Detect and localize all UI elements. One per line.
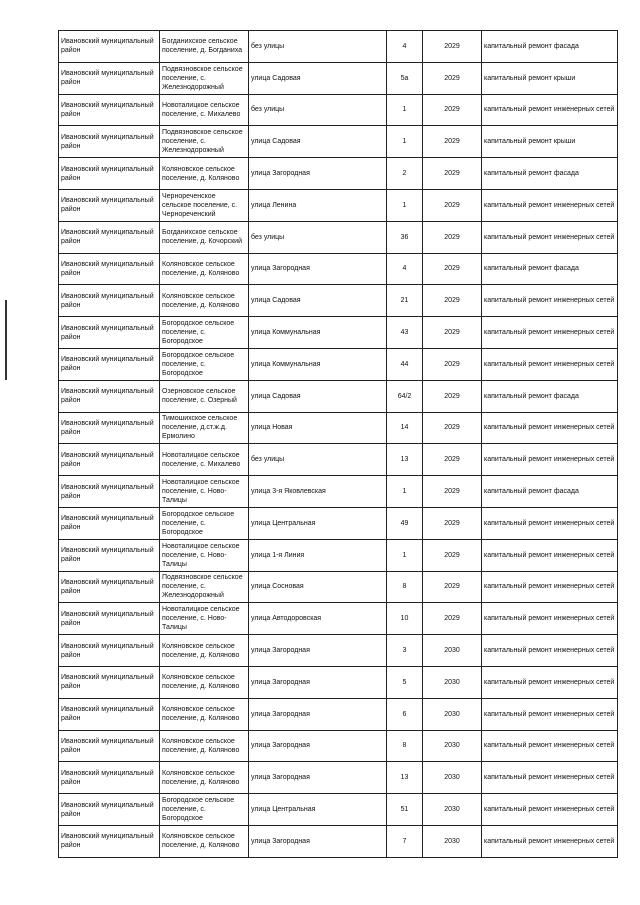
street-cell: улица Загородная	[249, 825, 387, 857]
table-row	[59, 412, 618, 444]
work-type-cell: капитальный ремонт крыши	[482, 126, 618, 158]
year-cell: 2029	[423, 412, 482, 444]
house-number-cell: 1	[387, 476, 423, 508]
house-number-cell: 8	[387, 571, 423, 603]
house-number-cell: 64/2	[387, 380, 423, 412]
district-cell: Ивановский муниципальный район	[59, 31, 160, 63]
district-cell: Ивановский муниципальный район	[59, 317, 160, 349]
district-cell: Ивановский муниципальный район	[59, 62, 160, 94]
work-type-cell: капитальный ремонт инженерных сетей	[482, 507, 618, 539]
settlement-cell: Коляновское сельское поселение, д. Коляново	[160, 253, 249, 285]
district-cell: Ивановский муниципальный район	[59, 794, 160, 826]
district-cell: Ивановский муниципальный район	[59, 444, 160, 476]
district-cell: Ивановский муниципальный район	[59, 762, 160, 794]
table-row	[59, 348, 618, 380]
table-row	[59, 825, 618, 857]
year-cell: 2029	[423, 539, 482, 571]
year-cell: 2030	[423, 635, 482, 667]
year-cell: 2029	[423, 158, 482, 190]
house-number-cell: 2	[387, 158, 423, 190]
street-cell: улица Ленина	[249, 189, 387, 221]
house-number-cell: 5	[387, 666, 423, 698]
settlement-cell: Коляновское сельское поселение, д. Коляново	[160, 825, 249, 857]
work-type-cell: капитальный ремонт инженерных сетей	[482, 603, 618, 635]
district-cell: Ивановский муниципальный район	[59, 189, 160, 221]
settlement-cell: Чернореченское сельское поселение, с. Чернореченский	[160, 189, 249, 221]
house-number-cell: 44	[387, 348, 423, 380]
settlement-cell: Подвязновское сельское поселение, с. Железнодорожный	[160, 126, 249, 158]
house-number-cell: 1	[387, 189, 423, 221]
year-cell: 2029	[423, 31, 482, 63]
street-cell: улица Сосновая	[249, 571, 387, 603]
district-cell: Ивановский муниципальный район	[59, 698, 160, 730]
house-number-cell: 51	[387, 794, 423, 826]
district-cell: Ивановский муниципальный район	[59, 412, 160, 444]
year-cell: 2029	[423, 189, 482, 221]
street-cell: улица 1-я Линия	[249, 539, 387, 571]
district-cell: Ивановский муниципальный район	[59, 158, 160, 190]
house-number-cell: 36	[387, 221, 423, 253]
settlement-cell: Коляновское сельское поселение, д. Коляново	[160, 285, 249, 317]
house-number-cell: 43	[387, 317, 423, 349]
settlement-cell: Коляновское сельское поселение, д. Коляново	[160, 635, 249, 667]
work-type-cell: капитальный ремонт фасада	[482, 158, 618, 190]
work-type-cell: капитальный ремонт инженерных сетей	[482, 666, 618, 698]
street-cell: улица Загородная	[249, 730, 387, 762]
settlement-cell: Богородское сельское поселение, с. Богородское	[160, 507, 249, 539]
street-cell: улица Садовая	[249, 126, 387, 158]
table-row	[59, 317, 618, 349]
settlement-cell: Богородское сельское поселение, с. Богородское	[160, 317, 249, 349]
year-cell: 2030	[423, 825, 482, 857]
year-cell: 2029	[423, 571, 482, 603]
street-cell: улица Новая	[249, 412, 387, 444]
street-cell: улица Центральная	[249, 507, 387, 539]
settlement-cell: Подвязновское сельское поселение, с. Железнодорожный	[160, 62, 249, 94]
year-cell: 2030	[423, 698, 482, 730]
work-type-cell: капитальный ремонт инженерных сетей	[482, 444, 618, 476]
work-type-cell: капитальный ремонт инженерных сетей	[482, 571, 618, 603]
table-row	[59, 253, 618, 285]
table-row	[59, 189, 618, 221]
settlement-cell: Подвязновское сельское поселение, с. Железнодорожный	[160, 571, 249, 603]
district-cell: Ивановский муниципальный район	[59, 126, 160, 158]
table-row	[59, 158, 618, 190]
house-number-cell: 3	[387, 635, 423, 667]
table-row	[59, 603, 618, 635]
house-number-cell: 4	[387, 253, 423, 285]
house-number-cell: 21	[387, 285, 423, 317]
work-type-cell: капитальный ремонт инженерных сетей	[482, 412, 618, 444]
table-row	[59, 444, 618, 476]
table-row	[59, 380, 618, 412]
settlement-cell: Коляновское сельское поселение, д. Коляново	[160, 158, 249, 190]
house-number-cell: 13	[387, 444, 423, 476]
work-type-cell: капитальный ремонт фасада	[482, 253, 618, 285]
street-cell: улица Коммунальная	[249, 348, 387, 380]
work-type-cell: капитальный ремонт фасада	[482, 380, 618, 412]
district-cell: Ивановский муниципальный район	[59, 380, 160, 412]
year-cell: 2029	[423, 444, 482, 476]
house-number-cell: 1	[387, 94, 423, 126]
binding-mark	[5, 300, 7, 380]
table-body	[59, 31, 618, 858]
year-cell: 2029	[423, 317, 482, 349]
house-number-cell: 10	[387, 603, 423, 635]
table-row	[59, 126, 618, 158]
district-cell: Ивановский муниципальный район	[59, 285, 160, 317]
settlement-cell: Коляновское сельское поселение, д. Коляново	[160, 666, 249, 698]
year-cell: 2029	[423, 476, 482, 508]
table-row	[59, 507, 618, 539]
district-cell: Ивановский муниципальный район	[59, 348, 160, 380]
table-row	[59, 285, 618, 317]
street-cell: без улицы	[249, 221, 387, 253]
settlement-cell: Коляновское сельское поселение, д. Коляново	[160, 762, 249, 794]
district-cell: Ивановский муниципальный район	[59, 507, 160, 539]
street-cell: улица Автодоровская	[249, 603, 387, 635]
street-cell: без улицы	[249, 444, 387, 476]
work-type-cell: капитальный ремонт фасада	[482, 31, 618, 63]
street-cell: без улицы	[249, 94, 387, 126]
house-number-cell: 5а	[387, 62, 423, 94]
house-number-cell: 7	[387, 825, 423, 857]
street-cell: улица Садовая	[249, 62, 387, 94]
year-cell: 2029	[423, 221, 482, 253]
year-cell: 2029	[423, 285, 482, 317]
street-cell: улица Центральная	[249, 794, 387, 826]
year-cell: 2029	[423, 348, 482, 380]
street-cell: улица Коммунальная	[249, 317, 387, 349]
table-row	[59, 698, 618, 730]
street-cell: улица Загородная	[249, 698, 387, 730]
settlement-cell: Озерновское сельское поселение, с. Озерный	[160, 380, 249, 412]
work-type-cell: капитальный ремонт инженерных сетей	[482, 348, 618, 380]
street-cell: улица Загородная	[249, 635, 387, 667]
work-type-cell: капитальный ремонт инженерных сетей	[482, 698, 618, 730]
settlement-cell: Коляновское сельское поселение, д. Коляново	[160, 730, 249, 762]
table-row	[59, 635, 618, 667]
year-cell: 2030	[423, 666, 482, 698]
work-type-cell: капитальный ремонт инженерных сетей	[482, 794, 618, 826]
year-cell: 2029	[423, 126, 482, 158]
settlement-cell: Богданихское сельское поселение, д. Богданиха	[160, 31, 249, 63]
work-type-cell: капитальный ремонт инженерных сетей	[482, 730, 618, 762]
year-cell: 2030	[423, 794, 482, 826]
year-cell: 2029	[423, 603, 482, 635]
house-number-cell: 1	[387, 539, 423, 571]
street-cell: улица Садовая	[249, 380, 387, 412]
settlement-cell: Коляновское сельское поселение, д. Коляново	[160, 698, 249, 730]
district-cell: Ивановский муниципальный район	[59, 571, 160, 603]
district-cell: Ивановский муниципальный район	[59, 666, 160, 698]
table-row	[59, 31, 618, 63]
year-cell: 2029	[423, 62, 482, 94]
settlement-cell: Новоталицкое сельское поселение, с. Ново-Талицы	[160, 603, 249, 635]
table-row	[59, 571, 618, 603]
house-number-cell: 14	[387, 412, 423, 444]
year-cell: 2029	[423, 94, 482, 126]
district-cell: Ивановский муниципальный район	[59, 253, 160, 285]
work-type-cell: капитальный ремонт инженерных сетей	[482, 825, 618, 857]
street-cell: улица Загородная	[249, 158, 387, 190]
table-row	[59, 794, 618, 826]
table-row	[59, 762, 618, 794]
district-cell: Ивановский муниципальный район	[59, 94, 160, 126]
house-number-cell: 8	[387, 730, 423, 762]
table-row	[59, 221, 618, 253]
table-row	[59, 62, 618, 94]
settlement-cell: Богданихское сельское поселение, д. Кочорский	[160, 221, 249, 253]
district-cell: Ивановский муниципальный район	[59, 730, 160, 762]
house-number-cell: 4	[387, 31, 423, 63]
settlement-cell: Новоталицкое сельское поселение, с. Ново-Талицы	[160, 476, 249, 508]
year-cell: 2030	[423, 730, 482, 762]
district-cell: Ивановский муниципальный район	[59, 825, 160, 857]
work-type-cell: капитальный ремонт инженерных сетей	[482, 762, 618, 794]
work-type-cell: капитальный ремонт инженерных сетей	[482, 189, 618, 221]
work-type-cell: капитальный ремонт инженерных сетей	[482, 317, 618, 349]
house-number-cell: 1	[387, 126, 423, 158]
year-cell: 2029	[423, 253, 482, 285]
house-number-cell: 49	[387, 507, 423, 539]
street-cell: улица Садовая	[249, 285, 387, 317]
year-cell: 2029	[423, 380, 482, 412]
district-cell: Ивановский муниципальный район	[59, 603, 160, 635]
work-type-cell: капитальный ремонт инженерных сетей	[482, 635, 618, 667]
house-number-cell: 13	[387, 762, 423, 794]
table-row	[59, 476, 618, 508]
work-type-cell: капитальный ремонт крыши	[482, 62, 618, 94]
table-row	[59, 666, 618, 698]
street-cell: улица Загородная	[249, 666, 387, 698]
district-cell: Ивановский муниципальный район	[59, 635, 160, 667]
table-row	[59, 94, 618, 126]
settlement-cell: Новоталицкое сельское поселение, с. Ново-Талицы	[160, 539, 249, 571]
street-cell: без улицы	[249, 31, 387, 63]
district-cell: Ивановский муниципальный район	[59, 539, 160, 571]
settlement-cell: Богородское сельское поселение, с. Богородское	[160, 348, 249, 380]
settlement-cell: Тимошихское сельское поселение, д.ст.ж.д. Ермолино	[160, 412, 249, 444]
work-type-cell: капитальный ремонт инженерных сетей	[482, 539, 618, 571]
street-cell: улица Загородная	[249, 762, 387, 794]
district-cell: Ивановский муниципальный район	[59, 221, 160, 253]
year-cell: 2030	[423, 762, 482, 794]
housing-repair-table	[58, 30, 618, 858]
settlement-cell: Новоталицкое сельское поселение, с. Михалево	[160, 444, 249, 476]
street-cell: улица 3-я Яковлевская	[249, 476, 387, 508]
street-cell: улица Загородная	[249, 253, 387, 285]
district-cell: Ивановский муниципальный район	[59, 476, 160, 508]
table-row	[59, 730, 618, 762]
settlement-cell: Богородское сельское поселение, с. Богородское	[160, 794, 249, 826]
work-type-cell: капитальный ремонт фасада	[482, 476, 618, 508]
year-cell: 2029	[423, 507, 482, 539]
work-type-cell: капитальный ремонт инженерных сетей	[482, 285, 618, 317]
table-row	[59, 539, 618, 571]
settlement-cell: Новоталицкое сельское поселение, с. Михалево	[160, 94, 249, 126]
work-type-cell: капитальный ремонт инженерных сетей	[482, 94, 618, 126]
house-number-cell: 6	[387, 698, 423, 730]
work-type-cell: капитальный ремонт инженерных сетей	[482, 221, 618, 253]
